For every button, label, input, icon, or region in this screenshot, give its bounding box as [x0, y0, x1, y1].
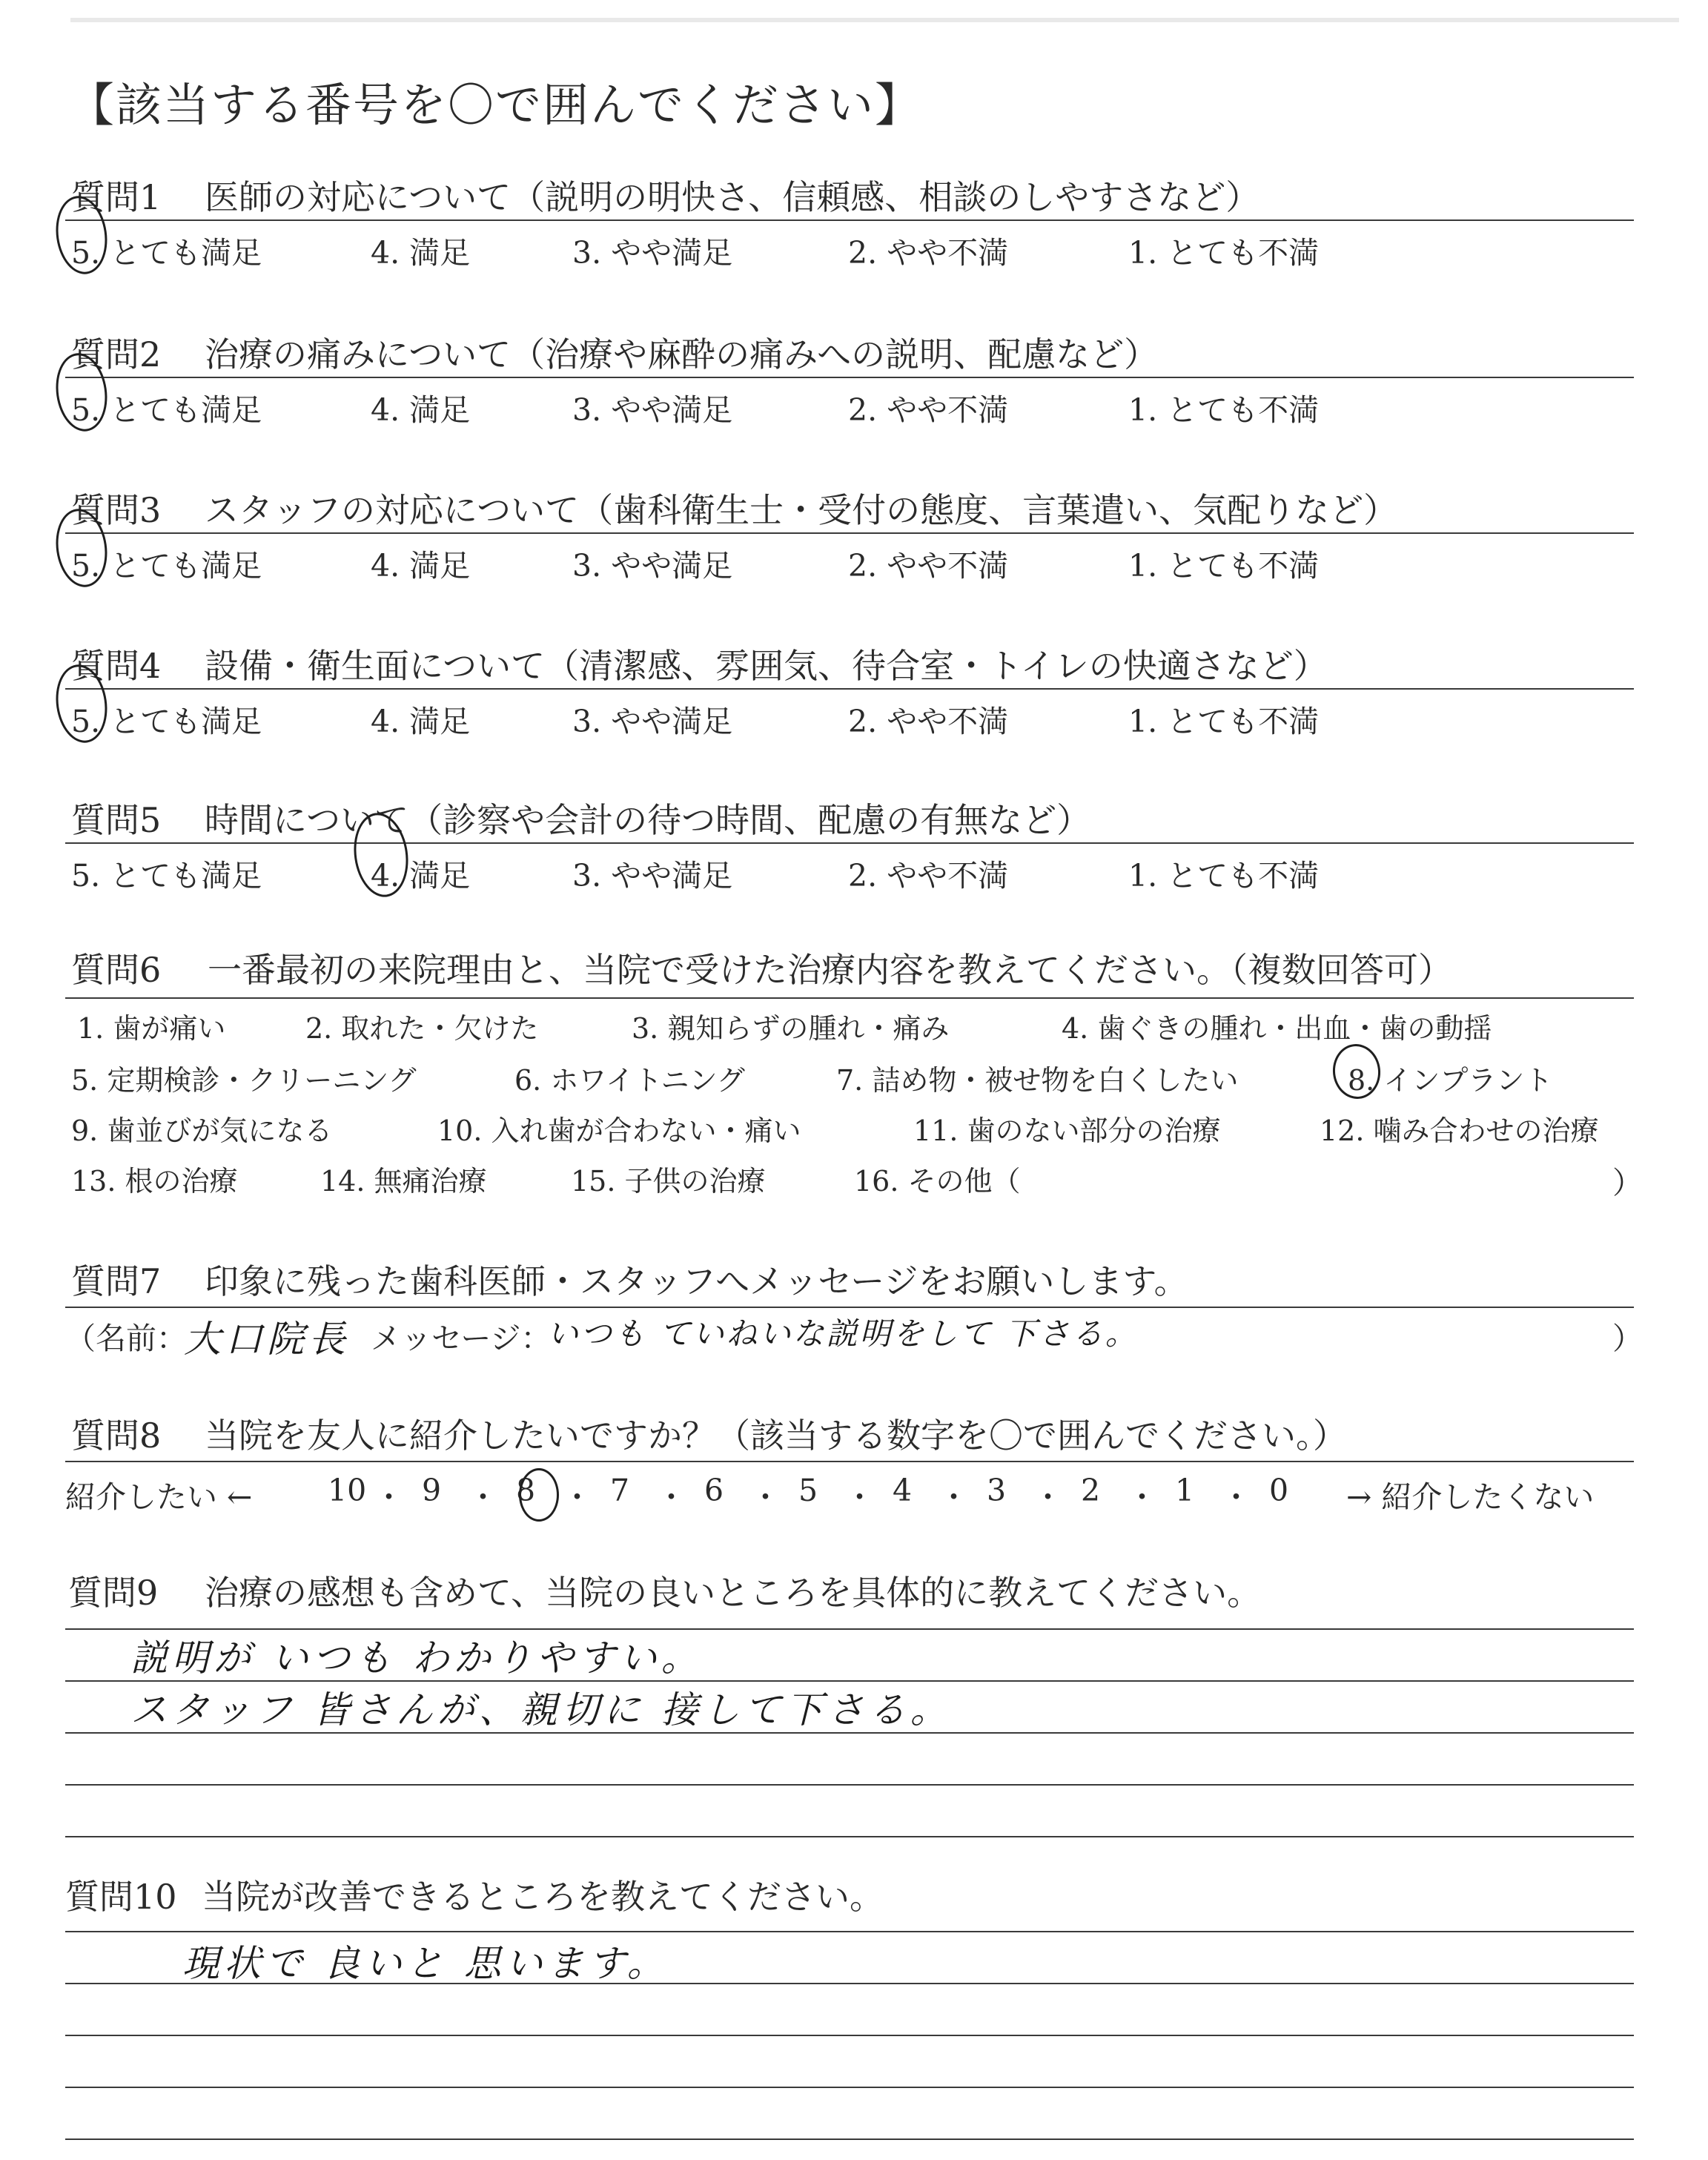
q9-answer-1: 説明が いつも わかりやすい。	[130, 1636, 703, 1680]
q2-option-2[interactable]: 2. やや不満	[848, 392, 1009, 428]
q6-option-8[interactable]: 8. インプラント	[1348, 1064, 1553, 1097]
q8-separator-dot: ・	[468, 1479, 498, 1515]
question-6-rule	[65, 997, 1634, 999]
q8-number-9[interactable]: 9	[422, 1473, 442, 1508]
q4-option-2[interactable]: 2. やや不満	[848, 704, 1009, 739]
q6-option-14[interactable]: 14. 無痛治療	[320, 1165, 487, 1198]
q8-number-2[interactable]: 2	[1081, 1473, 1101, 1508]
question-8-label: 質問8	[71, 1416, 162, 1456]
question-8-text: 当院を友人に紹介したいですか？（該当する数字を〇で囲んでください。）	[205, 1416, 1347, 1456]
question-8-rule	[65, 1461, 1634, 1462]
q4-option-5[interactable]: 5. とても満足	[71, 704, 262, 739]
q6-option-3[interactable]: 3. 親知らずの腫れ・痛み	[632, 1012, 950, 1045]
q6-option-1[interactable]: 1. 歯が痛い	[77, 1012, 226, 1045]
q9-rule-4	[65, 1784, 1634, 1786]
question-3-rule	[65, 532, 1634, 534]
q8-separator-dot: ・	[656, 1479, 686, 1515]
q8-separator-dot: ・	[1127, 1479, 1157, 1515]
question-1-rule	[65, 219, 1634, 221]
q8-separator-dot: ・	[1033, 1479, 1063, 1515]
question-3-label: 質問3	[71, 490, 162, 530]
q1-option-4[interactable]: 4. 満足	[371, 235, 471, 271]
q3-option-3[interactable]: 3. やや満足	[572, 548, 733, 584]
q7-name-value: 大口院長	[184, 1318, 350, 1361]
q10-answer-1: 現状で 良いと 思います。	[182, 1942, 669, 1985]
q8-number-3[interactable]: 3	[987, 1473, 1007, 1508]
page-title: 【該当する番号を〇で囲んでください】	[68, 78, 923, 132]
question-4-text: 設備・衛生面について（清潔感、雰囲気、待合室・トイレの快適さなど）	[205, 646, 1328, 686]
question-5-rule	[65, 842, 1634, 844]
question-9-label: 質問9	[68, 1573, 159, 1613]
q8-right-label: → 紹介したくない	[1346, 1479, 1595, 1515]
q6-other-close-paren: ）	[1612, 1165, 1643, 1200]
q8-separator-dot: ・	[1221, 1479, 1251, 1515]
q6-option-11[interactable]: 11. 歯のない部分の治療	[913, 1114, 1221, 1147]
q8-separator-dot: ・	[750, 1479, 781, 1515]
q6-option-7[interactable]: 7. 詰め物・被せ物を白くしたい	[836, 1064, 1239, 1097]
q8-selected-circle	[519, 1468, 559, 1522]
q3-option-4[interactable]: 4. 満足	[371, 548, 471, 584]
q1-option-5[interactable]: 5. とても満足	[71, 235, 262, 271]
q2-option-3[interactable]: 3. やや満足	[572, 392, 733, 428]
question-1-label: 質問1	[71, 177, 162, 217]
q1-option-1[interactable]: 1. とても不満	[1128, 235, 1320, 271]
q8-separator-dot: ・	[374, 1479, 404, 1515]
q6-option-13[interactable]: 13. 根の治療	[71, 1165, 238, 1198]
question-6-text: 一番最初の来院理由と、当院で受けた治療内容を教えてください。（複数回答可）	[208, 950, 1452, 990]
q7-message-value: いつも ていねいな説明をして 下さる。	[547, 1315, 1139, 1352]
question-3-text: スタッフの対応について（歯科衛生士・受付の態度、言葉遣い、気配りなど）	[205, 490, 1398, 530]
q6-option-12[interactable]: 12. 噛み合わせの治療	[1320, 1114, 1599, 1147]
q6-option-5[interactable]: 5. 定期検診・クリーニング	[71, 1064, 417, 1097]
question-2-label: 質問2	[71, 334, 162, 374]
question-4-label: 質問4	[71, 646, 162, 686]
q1-option-3[interactable]: 3. やや満足	[572, 235, 733, 271]
question-2-text: 治療の痛みについて（治療や麻酔の痛みへの説明、配慮など）	[205, 334, 1159, 374]
question-2-rule	[65, 377, 1634, 378]
q6-option-9[interactable]: 9. 歯並びが気になる	[71, 1114, 333, 1147]
q6-option-4[interactable]: 4. 歯ぐきの腫れ・出血・歯の動揺	[1062, 1012, 1492, 1045]
q7-message-label: メッセージ：	[371, 1321, 552, 1356]
scan-edge	[70, 18, 1679, 22]
q5-option-2[interactable]: 2. やや不満	[848, 858, 1009, 894]
q2-option-5[interactable]: 5. とても満足	[71, 392, 262, 428]
q8-number-0[interactable]: 0	[1269, 1473, 1289, 1508]
q6-option-15[interactable]: 15. 子供の治療	[571, 1165, 766, 1198]
question-5-text: 時間について（診察や会計の待つ時間、配慮の有無など）	[205, 800, 1091, 840]
question-5-label: 質問5	[71, 800, 162, 840]
q10-rule-3	[65, 2035, 1634, 2036]
q9-answer-2: スタッフ 皆さんが、親切に 接して下さる。	[130, 1688, 952, 1731]
q6-option-6[interactable]: 6. ホワイトニング	[514, 1064, 745, 1097]
q8-number-1[interactable]: 1	[1175, 1473, 1195, 1508]
question-7-text: 印象に残った歯科医師・スタッフへメッセージをお願いします。	[205, 1261, 1188, 1301]
q8-separator-dot: ・	[844, 1479, 875, 1515]
q10-rule-4	[65, 2087, 1634, 2088]
q8-number-10[interactable]: 10	[328, 1473, 367, 1508]
q8-separator-dot: ・	[939, 1479, 969, 1515]
question-7-label: 質問7	[71, 1261, 162, 1301]
q1-option-2[interactable]: 2. やや不満	[848, 235, 1009, 271]
q4-option-4[interactable]: 4. 満足	[371, 704, 471, 739]
question-6-label: 質問6	[71, 950, 162, 990]
q10-rule-1	[65, 1931, 1634, 1932]
question-9-text: 治療の感想も含めて、当院の良いところを具体的に教えてください。	[205, 1573, 1262, 1613]
q8-left-label: 紹介したい ←	[65, 1479, 253, 1515]
q4-option-3[interactable]: 3. やや満足	[572, 704, 733, 739]
q5-option-5[interactable]: 5. とても満足	[71, 858, 262, 894]
question-10-label: 質問10	[65, 1877, 177, 1917]
question-7-rule	[65, 1307, 1634, 1308]
q8-number-4[interactable]: 4	[893, 1473, 913, 1508]
q3-option-2[interactable]: 2. やや不満	[848, 548, 1009, 584]
q5-option-4[interactable]: 4. 満足	[371, 858, 471, 894]
q2-option-4[interactable]: 4. 満足	[371, 392, 471, 428]
q3-option-5[interactable]: 5. とても満足	[71, 548, 262, 584]
q7-close-paren: ）	[1612, 1321, 1643, 1356]
q4-option-1[interactable]: 1. とても不満	[1128, 704, 1320, 739]
q2-option-1[interactable]: 1. とても不満	[1128, 392, 1320, 428]
q8-number-6[interactable]: 6	[704, 1473, 724, 1508]
question-4-rule	[65, 688, 1634, 690]
question-1-text: 医師の対応について（説明の明快さ、信頼感、相談のしやすさなど）	[205, 177, 1260, 217]
q8-number-7[interactable]: 7	[610, 1473, 630, 1508]
q10-rule-5	[65, 2138, 1634, 2140]
question-10-text: 当院が改善できるところを教えてください。	[202, 1877, 884, 1917]
q7-name-label: （名前：	[65, 1321, 187, 1356]
q6-option-16[interactable]: 16. その他（	[854, 1165, 1021, 1198]
q8-number-8[interactable]: 8	[516, 1473, 536, 1508]
q5-option-1[interactable]: 1. とても不満	[1128, 858, 1320, 894]
q6-option-2[interactable]: 2. 取れた・欠けた	[305, 1012, 539, 1045]
q3-option-1[interactable]: 1. とても不満	[1128, 548, 1320, 584]
q6-option-10[interactable]: 10. 入れ歯が合わない・痛い	[437, 1114, 801, 1147]
q8-separator-dot: ・	[562, 1479, 592, 1515]
q5-option-3[interactable]: 3. やや満足	[572, 858, 733, 894]
q9-rule-5	[65, 1836, 1634, 1837]
q8-number-5[interactable]: 5	[798, 1473, 818, 1508]
